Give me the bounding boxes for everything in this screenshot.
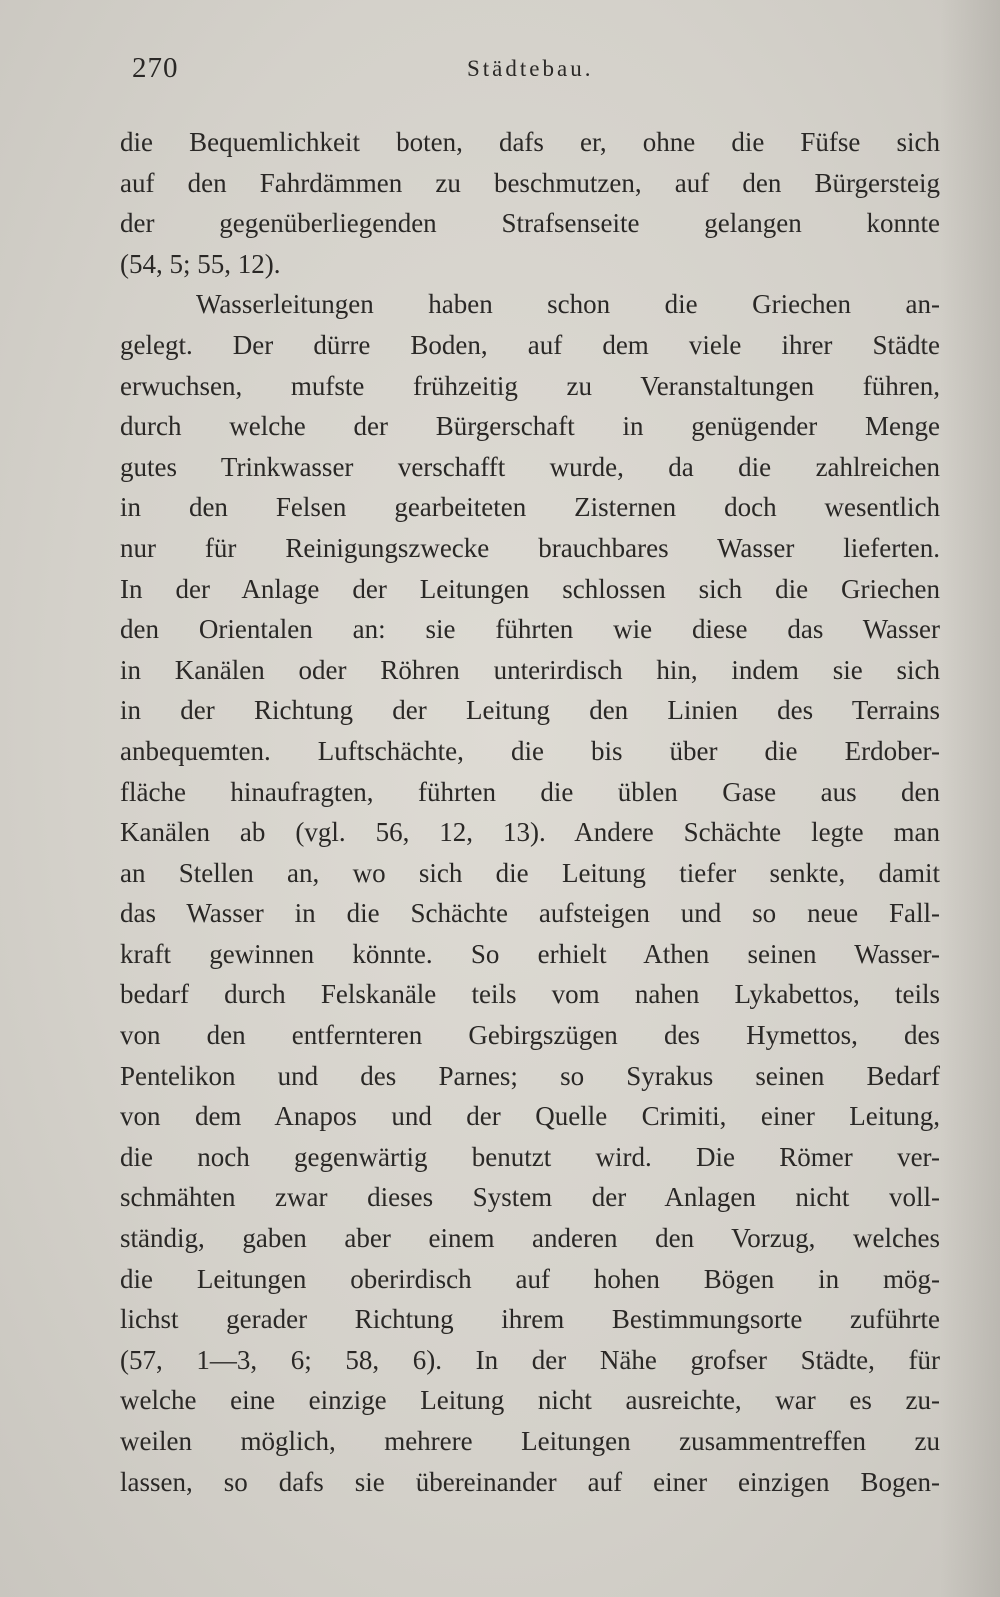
text-line: weilen möglich, mehrere Leitungen zusammentreffen zu: [120, 1426, 940, 1456]
text-line: das Wasser in die Schächte aufsteigen und so neue Fall-: [120, 898, 940, 929]
section-title: Städtebau.: [467, 56, 594, 81]
text-line: (54, 5; 55, 12).: [120, 248, 281, 279]
paragraph-first-line: Wasserleitungen haben schon die Griechen an-: [196, 289, 940, 320]
text-line: die noch gegenwärtig benutzt wird. Die Römer ver-: [120, 1141, 940, 1172]
text-line: nur für Reinigungszwecke brauchbares Wasser lieferten.: [120, 532, 940, 563]
text-line: an Stellen an, wo sich die Leitung tiefer senkte, damit: [120, 857, 940, 888]
text-line: anbequemten. Luftschächte, die bis über die Erdober-: [120, 735, 940, 766]
text-line: von den entfernteren Gebirgszügen des Hymettos, des: [120, 1020, 940, 1051]
text-line: auf den Fahrdämmen zu beschmutzen, auf den Bürgersteig: [120, 167, 940, 198]
text-line: den Orientalen an: sie führten wie diese das Wasser: [120, 614, 940, 645]
text-line: in den Felsen gearbeiteten Zisternen doch wesentlich: [120, 492, 940, 523]
text-line: schmähten zwar dieses System der Anlagen nicht voll-: [120, 1182, 940, 1213]
text-line: der gegenüberliegenden Strafsenseite gelangen konnte: [120, 208, 940, 239]
text-line: In der Anlage der Leitungen schlossen sich die Griechen: [120, 573, 940, 604]
text-line: erwuchsen, mufste frühzeitig zu Veranstaltungen führen,: [120, 370, 940, 401]
text-line: (57, 1—3, 6; 58, 6). In der Nähe grofser Städte, für: [120, 1344, 940, 1375]
text-line: von dem Anapos und der Quelle Crimiti, einer Leitung,: [120, 1101, 940, 1132]
body-text: [120, 122, 940, 1502]
text-line: lassen, so dafs sie übereinander auf einer einzigen Bogen-: [120, 1466, 940, 1497]
text-line: die Leitungen oberirdisch auf hohen Bögen in mög-: [120, 1263, 940, 1294]
text-line: gelegt. Der dürre Boden, auf dem viele ihrer Städte: [120, 329, 940, 360]
text-line: lichst gerader Richtung ihrem Bestimmungsorte zuführte: [120, 1304, 940, 1335]
text-line: Kanälen ab (vgl. 56, 12, 13). Andere Schächte legte man: [120, 817, 940, 848]
text-line: in Kanälen oder Röhren unterirdisch hin, indem sie sich: [120, 654, 940, 685]
text-line: die Bequemlichkeit boten, dafs er, ohne die Füfse sich: [120, 127, 940, 157]
text-line: bedarf durch Felskanäle teils vom nahen Lykabettos, teils: [120, 979, 940, 1010]
page-number: 270: [132, 52, 179, 84]
text-line: welche eine einzige Leitung nicht ausreichte, war es zu-: [120, 1385, 940, 1416]
text-line: in der Richtung der Leitung den Linien des Terrains: [120, 695, 940, 726]
text-line: kraft gewinnen könnte. So erhielt Athen seinen Wasser-: [120, 938, 940, 969]
text-line: Pentelikon und des Parnes; so Syrakus seinen Bedarf: [120, 1060, 940, 1091]
text-line: gutes Trinkwasser verschafft wurde, da die zahlreichen: [120, 451, 940, 482]
text-line: ständig, gaben aber einem anderen den Vorzug, welches: [120, 1223, 940, 1254]
text-line: fläche hinaufragten, führten die üblen Gase aus den: [120, 776, 940, 807]
running-head: [132, 52, 930, 92]
text-line: durch welche der Bürgerschaft in genügender Menge: [120, 411, 940, 442]
